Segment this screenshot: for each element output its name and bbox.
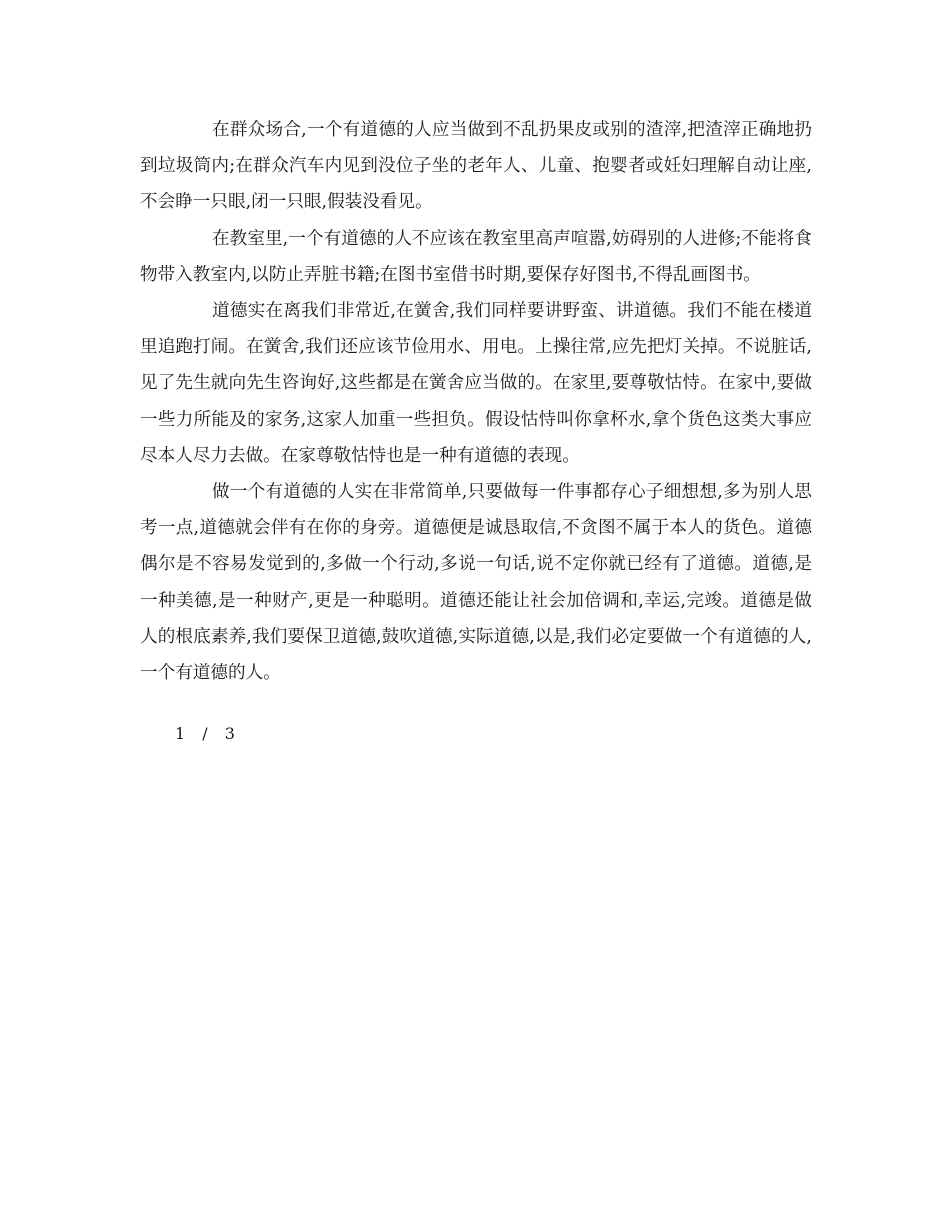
page-number: 1 / 3 [175, 724, 241, 743]
paragraph-conclusion: 做一个有道德的人实在非常简单,只要做每一件事都存心子细想想,多为别人思考一点,道德就会伴有在你的身旁。道德便是诚恳取信,不贪图不属于本人的货色。道德偶尔是不容易发觉到的,多做一个行动,多说一句话,说不定你就已经有了道德。道德,是一种美德,是一种财产,更是一种聪明。道德还能让社会加倍调和,幸运,完竣。道德是做人的根底素养,我们要保卫道德,鼓吹道德,实际道德,以是,我们必定要做一个有道德的人,一个有道德的人。 [140, 482, 812, 684]
paragraph-classroom: 在教室里,一个有道德的人不应该在教室里高声喧嚣,妨碍别的人进修;不能将食物带入教室内,以防止弄脏书籍;在图书室借书时期,要保存好图书,不得乱画图书。 [140, 228, 812, 285]
paragraph-school-and-home: 道德实在离我们非常近,在黉舍,我们同样要讲野蛮、讲道德。我们不能在楼道里追跑打闹。在黉舍,我们还应该节俭用水、用电。上操往常,应先把灯关掉。不说脏话,见了先生就向先生咨询好,这些都是在黉舍应当做的。在家里,要尊敬怙恃。在家中,要做一些力所能及的家务,这家人加重一些担负。假设怙恃叫你拿杯水,拿个货色这类大事应尽本人尽力去做。在家尊敬怙恃也是一种有道德的表现。 [140, 301, 812, 466]
paragraph-public-places: 在群众场合,一个有道德的人应当做到不乱扔果皮或别的渣滓,把渣滓正确地扔到垃圾筒内;在群众汽车内见到没位子坐的老年人、儿童、抱婴者或妊妇理解自动让座,不会睁一只眼,闭一只眼,假装没看见。 [140, 120, 812, 213]
document-body [140, 112, 812, 691]
